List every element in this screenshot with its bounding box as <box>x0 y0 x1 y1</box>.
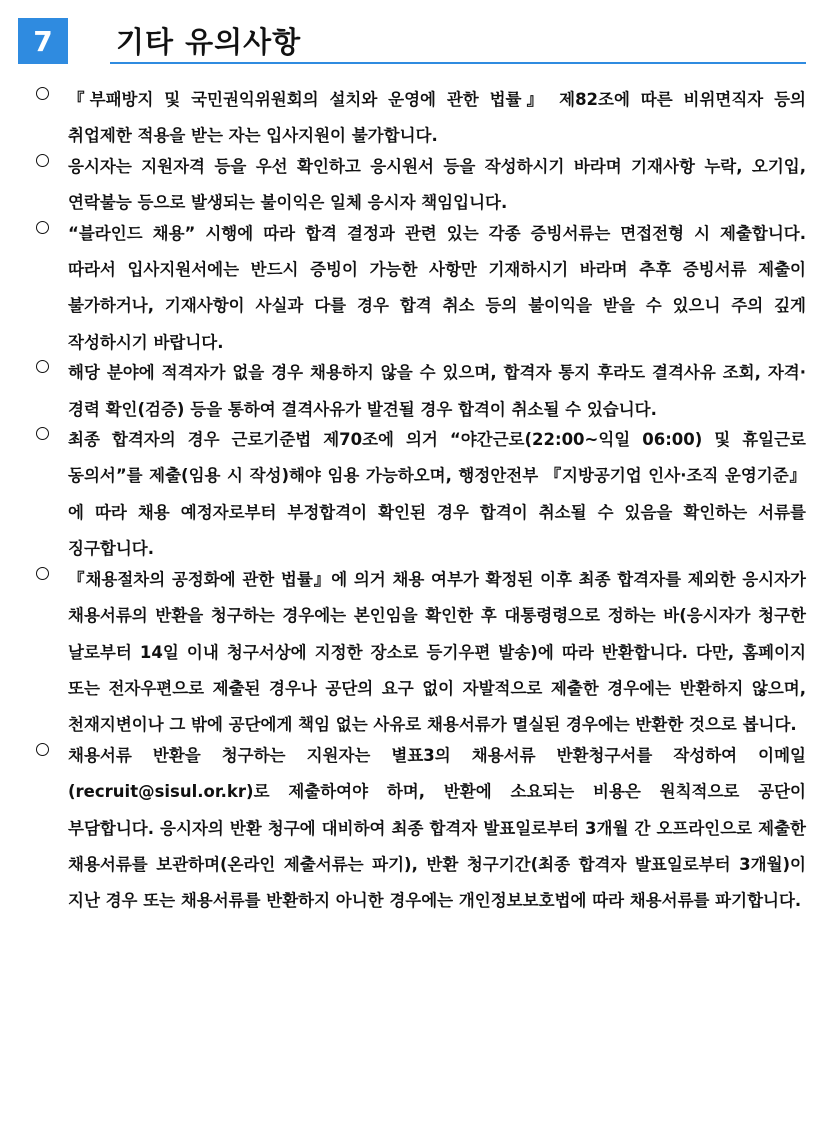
circle-bullet-icon <box>36 743 49 756</box>
circle-bullet-icon <box>36 87 49 100</box>
circle-bullet-icon <box>36 221 49 234</box>
notice-item <box>36 422 806 568</box>
circle-bullet-icon <box>36 567 49 580</box>
notice-text: 최종 합격자의 경우 근로기준법 제70조에 의거 “야간근로(22:00~익일 06:00) 및 휴일근로 동의서”를 제출(임용 시 작성)해야 임용 가능하오며, 행정안전부 『지방공기업 인사·조직 운영기준』에 따라 채용 예정자로부터 부정합격이 확인된 경우 합격이 취소될 수 있음을 확인하는 서류를 징구합니다. <box>68 430 806 559</box>
notice-text: 응시자는 지원자격 등을 우선 확인하고 응시원서 등을 작성하시기 바라며 기재사항 누락, 오기입, 연락불능 등으로 발생되는 불이익은 일체 응시자 책임입니다. <box>68 156 806 213</box>
section-title: 기타 유의사항 <box>116 25 302 59</box>
notice-text: 해당 분야에 적격자가 없을 경우 채용하지 않을 수 있으며, 합격자 통지 후라도 결격사유 조회, 자격·경력 확인(검증) 등을 통하여 결격사유가 발견될 경우 합격이 취소될 수 있습니다. <box>68 363 806 419</box>
notice-item <box>36 149 806 222</box>
section-header <box>0 0 833 70</box>
notice-item <box>36 738 806 920</box>
notice-item <box>36 82 806 155</box>
notice-text: 『부패방지 및 국민권익위원회의 설치와 운영에 관한 법률』 제82조에 따른 비위면직자 등의 취업제한 적용을 받는 자는 입사지원이 불가합니다. <box>68 90 806 146</box>
title-underline <box>110 62 806 64</box>
circle-bullet-icon <box>36 360 49 373</box>
notice-list <box>36 88 806 920</box>
notice-text: 『채용절차의 공정화에 관한 법률』에 의거 채용 여부가 확정된 이후 최종 합격자를 제외한 응시자가 채용서류의 반환을 청구하는 경우에는 본인임을 확인한 후 대통령령으로 정하는 바(응시자가 청구한 날로부터 14일 이내 청구서상에 지정한 장소로 등기우편 발송)에 따라 반환합니다. 다만, 홈페이지 또는 전자우편으로 제출된 경우나 공단의 요구 없이 자발적으로 제출한 경우에는 반환하지 않으며, 천재지변이나 그 밖에 공단에게 책임 없는 사유로 채용서류가 멸실된 경우에는 반환한 것으로 봅니다. <box>68 569 806 735</box>
notice-text: “블라인드 채용” 시행에 따라 합격 결정과 관련 있는 각종 증빙서류는 면접전형 시 제출합니다. 따라서 입사지원서에는 반드시 증빙이 가능한 사항만 기재하시기 바라며 추후 증빙서류 제출이 불가하거나, 기재사항이 사실과 다를 경우 합격 취소 등의 불이익을 받을 수 있으니 주의 깊게 작성하시기 바랍니다. <box>68 223 806 352</box>
notice-item <box>36 562 806 744</box>
section-number-badge: 7 <box>18 18 68 64</box>
notice-item <box>36 355 806 428</box>
notice-text: 채용서류 반환을 청구하는 지원자는 별표3의 채용서류 반환청구서를 작성하여 이메일(recruit@sisul.or.kr)로 제출하여야 하며, 반환에 소요되는 비용은 원칙적으로 공단이 부담합니다. 응시자의 반환 청구에 대비하여 최종 합격자 발표일로부터 3개월 간 오프라인으로 제출한 채용서류를 보관하며(온라인 제출서류는 파기), 반환 청구기간(최종 합격자 발표일로부터 3개월)이 지난 경우 또는 채용서류를 반환하지 아니한 경우에는 개인정보보호법에 따라 채용서류를 파기합니다. <box>68 745 806 911</box>
circle-bullet-icon <box>36 427 49 440</box>
circle-bullet-icon <box>36 154 49 167</box>
notice-item <box>36 216 806 362</box>
